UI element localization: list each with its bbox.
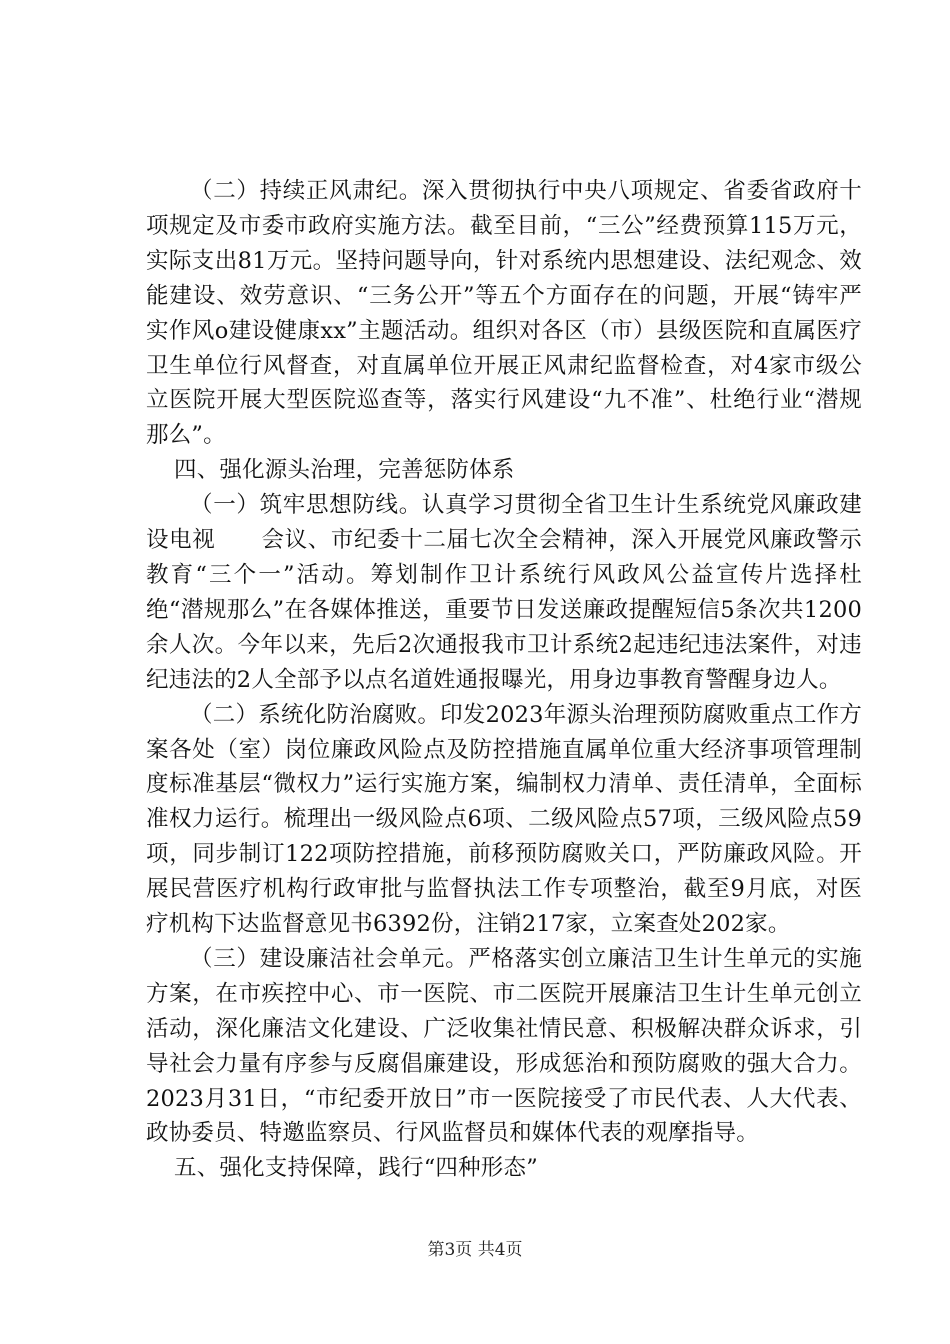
page-footer (0, 1239, 950, 1261)
paragraph-rectify-discipline: （二）持续正风肃纪。深入贯彻执行中央八项规定、省委省政府十项规定及市委市政府实施方法。截至目前，“三公”经费预算115万元，实际支出81万元。坚持问题导向，针对系统内思想建设、法纪观念、效能建设、效劳意识、“三务公开”等五个方面存在的问题，开展“铸牢严实作风o建设健康xx”主题活动。组织对各区（市）县级医院和直属医疗卫生单位行风督查，对直属单位开展正风肃纪监督检查，对4家市级公立医院开展大型医院巡查等，落实行风建设“九不准”、杜绝行业“潜规那么”。 (146, 178, 862, 449)
paragraph-systematic-anticorruption: （二）系统化防治腐败。印发2023年源头治理预防腐败重点工作方案各处（室）岗位廉政风险点及防控措施直属单位重大经济事项管理制度标准基层“微权力”运行实施方案，编制权力清单、责任清单，全面标准权力运行。梳理出一级风险点6项、二级风险点57项，三级风险点59项，同步制订122项防控措施，前移预防腐败关口，严防廉政风险。开展民营医疗机构行政审批与监督执法工作专项整治，截至9月底，对医疗机构下达监督意见书6392份，注销217家，立案查处202家。 (146, 701, 862, 938)
section-heading-four: 四、强化源头治理，完善惩防体系 (174, 457, 515, 484)
page-number-label: 第3页 共4页 (427, 1240, 523, 1260)
document-body (146, 174, 862, 1186)
section-heading-five: 五、强化支持保障，践行“四种形态” (174, 1155, 538, 1182)
paragraph-ideological-defense: （一）筑牢思想防线。认真学习贯彻全省卫生计生系统党风廉政建设电视 会议、市纪委十二届七次全会精神，深入开展党风廉政警示教育“三个一”活动。筹划制作卫计系统行风政风公益宣传片选择杜绝“潜规那么”在各媒体推送，重要节日发送廉政提醒短信5条次共1200余人次。今年以来，先后2次通报我市卫计系统2起违纪违法案件，对违纪违法的2人全部予以点名道姓通报曝光，用身边事教育警醒身边人。 (146, 492, 862, 693)
paragraph-clean-social-units: （三）建设廉洁社会单元。严格落实创立廉洁卫生计生单元的实施方案，在市疾控中心、市一医院、市二医院开展廉洁卫生计生单元创立活动，深化廉洁文化建设、广泛收集社情民意、积极解决群众诉求，引导社会力量有序参与反腐倡廉建设，形成惩治和预防腐败的强大合力。2023月31日，“市纪委开放日”市一医院接受了市民代表、人大代表、政协委员、特邀监察员、行风监督员和媒体代表的观摩指导。 (146, 945, 862, 1147)
